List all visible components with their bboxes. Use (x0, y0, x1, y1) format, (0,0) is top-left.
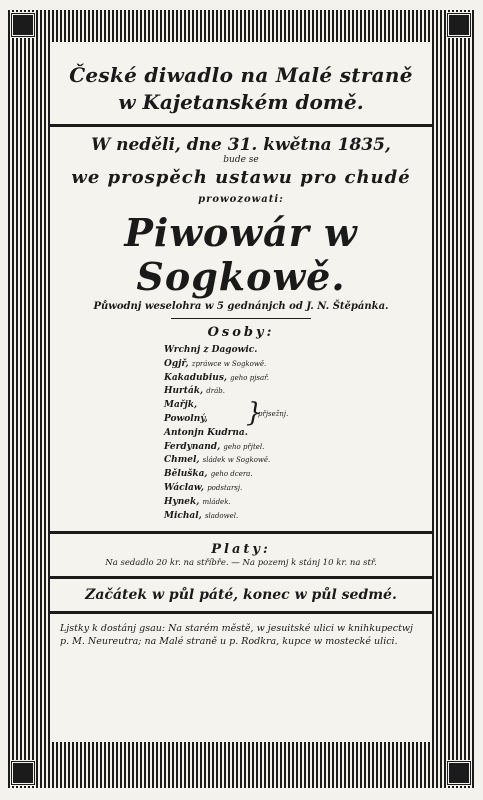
divider (50, 531, 432, 534)
cast-member: Ferdynand, geho přjtel. (164, 441, 265, 452)
playbill-content (50, 42, 432, 742)
corner-ornament-top-left (10, 12, 36, 38)
performance-date: W neděli, dne 31. kwětna 1835, (91, 135, 391, 155)
bude-se-text: bude se (223, 155, 259, 165)
corner-ornament-top-right (446, 12, 472, 38)
cast-member: Wáclaw, podstarsj. (164, 482, 243, 493)
theatre-location: w Kajetanském domě. (118, 90, 364, 114)
cast-member: Antonjn Kudrna. (164, 427, 248, 438)
prices-text: Na sedadlo 20 kr. na stříbře. — Na pozemj k stánj 10 kr. na stř. (105, 558, 377, 569)
corner-ornament-bottom-left (10, 760, 36, 786)
corner-ornament-bottom-right (446, 760, 472, 786)
cast-member: Hynek, mládek. (164, 496, 231, 507)
cast-member: Powolný, (164, 413, 208, 424)
cast-member: Wrchnj z Dagowic. (164, 345, 258, 355)
brace-symbol: } (246, 398, 263, 428)
benefit-line: we prospěch ustawu pro chudé (71, 167, 411, 188)
provozovati-text: prowozowati: (198, 194, 284, 205)
start-time: Začátek w půl páté, konec w půl sedmé. (85, 587, 397, 604)
cast-member: Mařjk, (164, 400, 198, 411)
cast-heading: Osoby: (207, 325, 275, 340)
cast-member: Kakadubius, geho pjsař. (164, 372, 269, 383)
theatre-name: České diwadlo na Malé straně (69, 63, 413, 87)
divider (50, 611, 432, 614)
play-subtitle: Půwodnj weselohra w 5 gednánjch od J. N. Štěpánka. (93, 301, 389, 312)
cast-member: Michal, sladowel. (164, 510, 239, 521)
divider (50, 576, 432, 579)
divider (50, 124, 432, 127)
cast-list (164, 344, 424, 523)
cast-member: Ogjř, zpráwce w Sogkowě. (164, 358, 267, 369)
cast-member: Běluška, geho dcera. (164, 469, 253, 480)
ticket-info: Ljstky k dostánj gsau: Na starém městě, w jesuitské ulici w knihkupectwj p. M. Neureutra; na Malé straně u p. Rodkra, kupce w mostecké ulici. (60, 623, 413, 648)
play-title: Piwowár w Sogkowě. (124, 210, 358, 299)
cast-member: Hurták, dráb. (164, 386, 226, 397)
divider-short (171, 318, 311, 319)
brace-label: přjsežnj. (258, 410, 289, 418)
cast-member: Chmel, sládek w Sogkowě. (164, 455, 271, 466)
prices-heading: Platy: (211, 542, 271, 558)
